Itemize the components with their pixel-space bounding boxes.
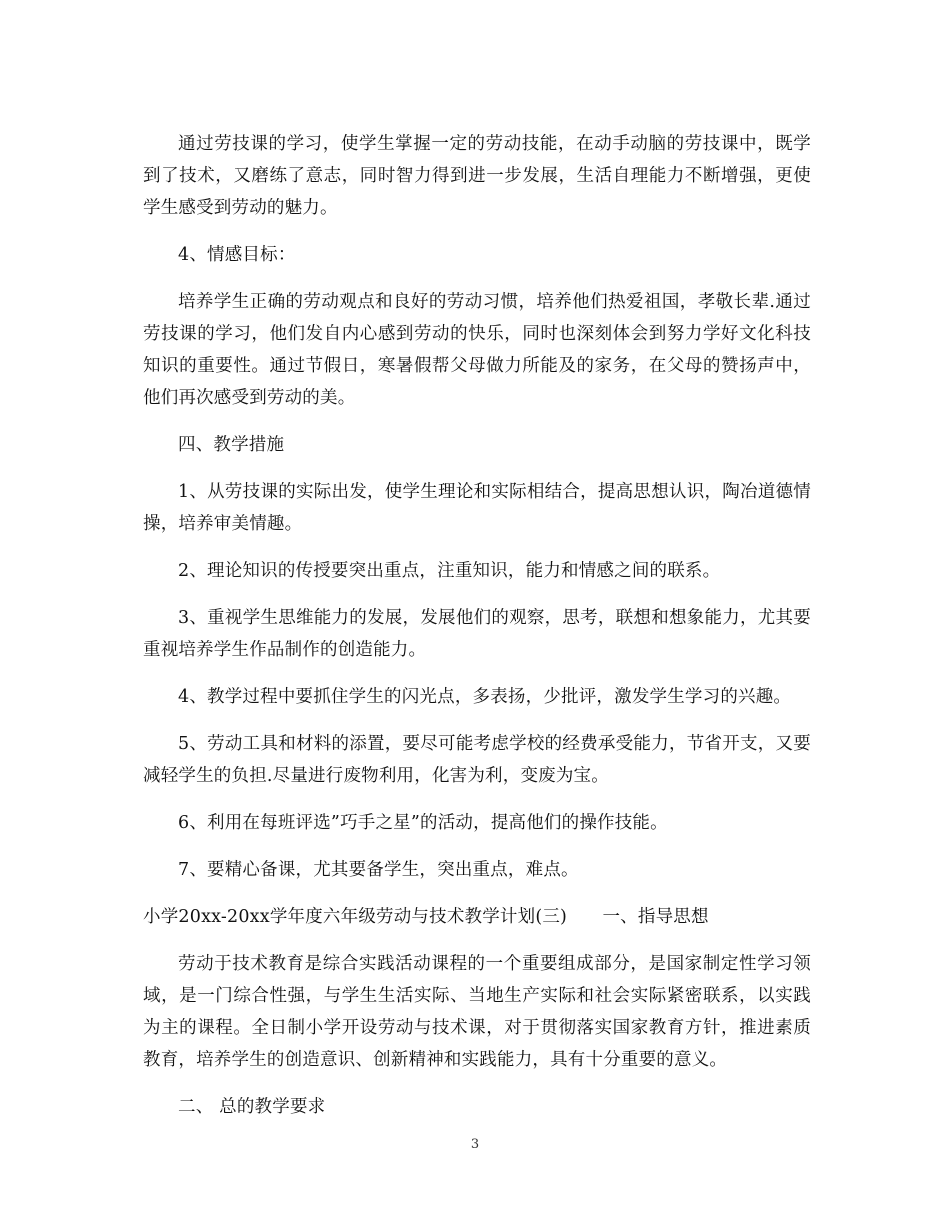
page-body — [143, 128, 811, 1138]
measure-item-4: 4、教学过程中要抓住学生的闪光点，多表扬，少批评，激发学生学习的兴趣。 — [178, 687, 792, 707]
measure-item-3: 3、重视学生思维能力的发展，发展他们的观察，思考，联想和想象能力，尤其要重视培养学生作品制作的创造能力。 — [143, 608, 811, 660]
measure-item-6: 6、利用在每班评选”巧手之星”的活动，提高他们的操作技能。 — [178, 813, 668, 833]
paragraph-guiding-ideology: 劳动于技术教育是综合实践活动课程的一个重要组成部分，是国家制定性学习领域，是一门综合性强，与学生生活实际、当地生产实际和社会实际紧密联系，以实践为主的课程。全日制小学开设劳动与技术课，对于贯彻落实国家教育方针，推进素质教育，培养学生的创造意识、创新精神和实践能力，具有十分重要的意义。 — [143, 954, 811, 1070]
heading-emotional-goals: 4、情感目标： — [178, 245, 296, 265]
paragraph-practical-skills: 通过劳技课的学习，使学生掌握一定的劳动技能，在动手动脑的劳技课中，既学到了技术，又磨练了意志，同时智力得到进一步发展，生活自理能力不断增强，更使学生感受到劳动的魅力。 — [143, 134, 811, 218]
page-number: 3 — [470, 1137, 480, 1152]
measure-item-5: 5、劳动工具和材料的添置，要尽可能考虑学校的经费承受能力，节省开支，又要减轻学生的负担.尽量进行废物利用，化害为利，变废为宝。 — [143, 734, 811, 786]
paragraph-emotional-goals: 培养学生正确的劳动观点和良好的劳动习惯，培养他们热爱祖国，孝敬长辈.通过劳技课的学习，他们发自内心感到劳动的快乐，同时也深刻体会到努力学好文化科技知识的重要性。通过节假日，寒暑假帮父母做力所能及的家务，在父母的赞扬声中，他们再次感受到劳动的美。 — [143, 292, 811, 408]
measure-item-2: 2、理论知识的传授要突出重点，注重知识，能力和情感之间的联系。 — [178, 561, 721, 581]
plan-title-heading: 小学20xx-20xx学年度六年级劳动与技术教学计划(三) 一、指导思想 — [143, 907, 709, 927]
heading-teaching-measures: 四、教学措施 — [178, 435, 285, 455]
measure-item-7: 7、要精心备课，尤其要备学生，突出重点，难点。 — [178, 860, 579, 880]
measure-item-1: 1、从劳技课的实际出发，使学生理论和实际相结合，提高思想认识，陶冶道德情操，培养审美情趣。 — [143, 482, 811, 534]
heading-general-requirements: 二、 总的教学要求 — [178, 1097, 326, 1117]
